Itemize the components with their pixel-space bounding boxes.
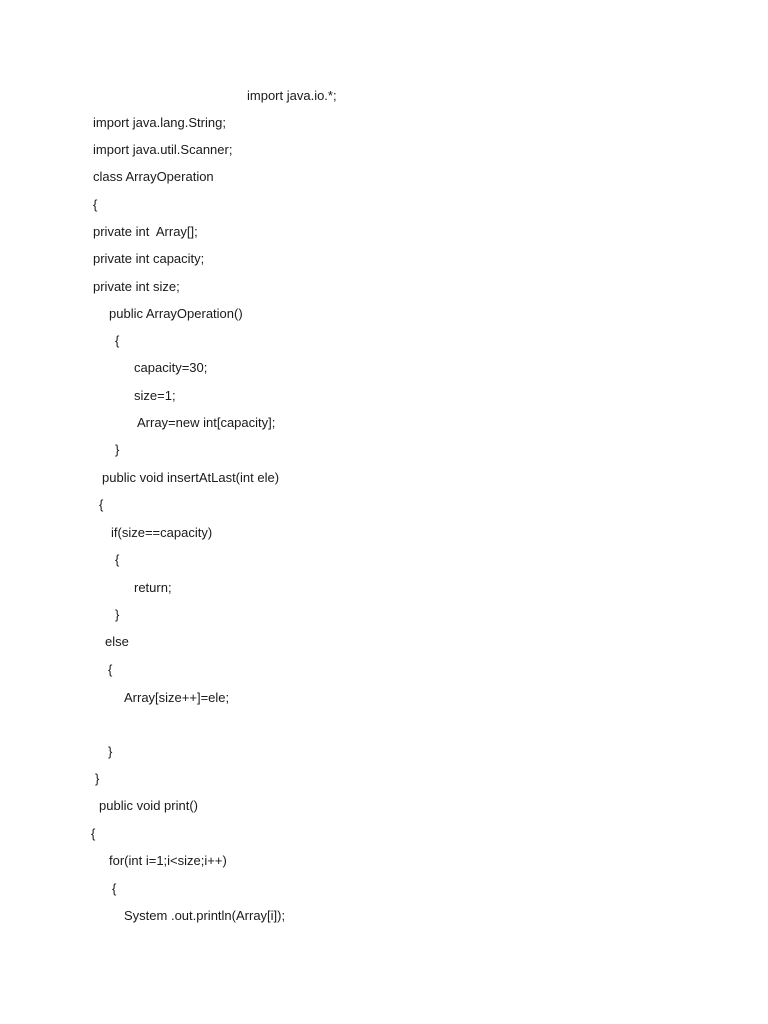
code-line-else-close: } — [108, 744, 113, 759]
code-line-constructor: public ArrayOperation() — [109, 306, 243, 321]
code-line-if-condition: if(size==capacity) — [111, 525, 213, 540]
code-line-for-open: { — [112, 881, 117, 896]
code-line-array-append: Array[size++]=ele; — [124, 690, 230, 705]
code-line-if-close: } — [115, 607, 120, 622]
code-line-class-open: { — [93, 197, 98, 212]
code-line-return: return; — [134, 580, 172, 595]
code-line-else: else — [105, 634, 129, 649]
code-line-import-io: import java.io.*; — [247, 88, 337, 103]
code-line-array-alloc: Array=new int[capacity]; — [137, 415, 276, 430]
code-line-field-capacity: private int capacity; — [93, 251, 205, 266]
code-line-import-lang: import java.lang.String; — [93, 115, 226, 130]
code-line-capacity-assign: capacity=30; — [134, 360, 208, 375]
code-line-if-open: { — [115, 552, 120, 567]
code-line-print-open: { — [91, 826, 96, 841]
code-line-insert-open: { — [99, 497, 104, 512]
code-line-println: System .out.println(Array[i]); — [124, 908, 286, 923]
code-line-insert-method: public void insertAtLast(int ele) — [102, 470, 280, 485]
code-line-else-open: { — [108, 662, 113, 677]
code-line-size-assign: size=1; — [134, 388, 176, 403]
code-line-print-method: public void print() — [99, 798, 198, 813]
code-line-insert-close: } — [95, 771, 100, 786]
code-line-import-util: import java.util.Scanner; — [93, 142, 233, 157]
code-line-class-decl: class ArrayOperation — [93, 169, 214, 184]
code-line-field-array: private int Array[]; — [93, 224, 198, 239]
code-line-for-loop: for(int i=1;i<size;i++) — [109, 853, 227, 868]
code-line-constructor-open: { — [115, 333, 120, 348]
code-line-constructor-close: } — [115, 442, 120, 457]
code-line-field-size: private int size; — [93, 279, 180, 294]
